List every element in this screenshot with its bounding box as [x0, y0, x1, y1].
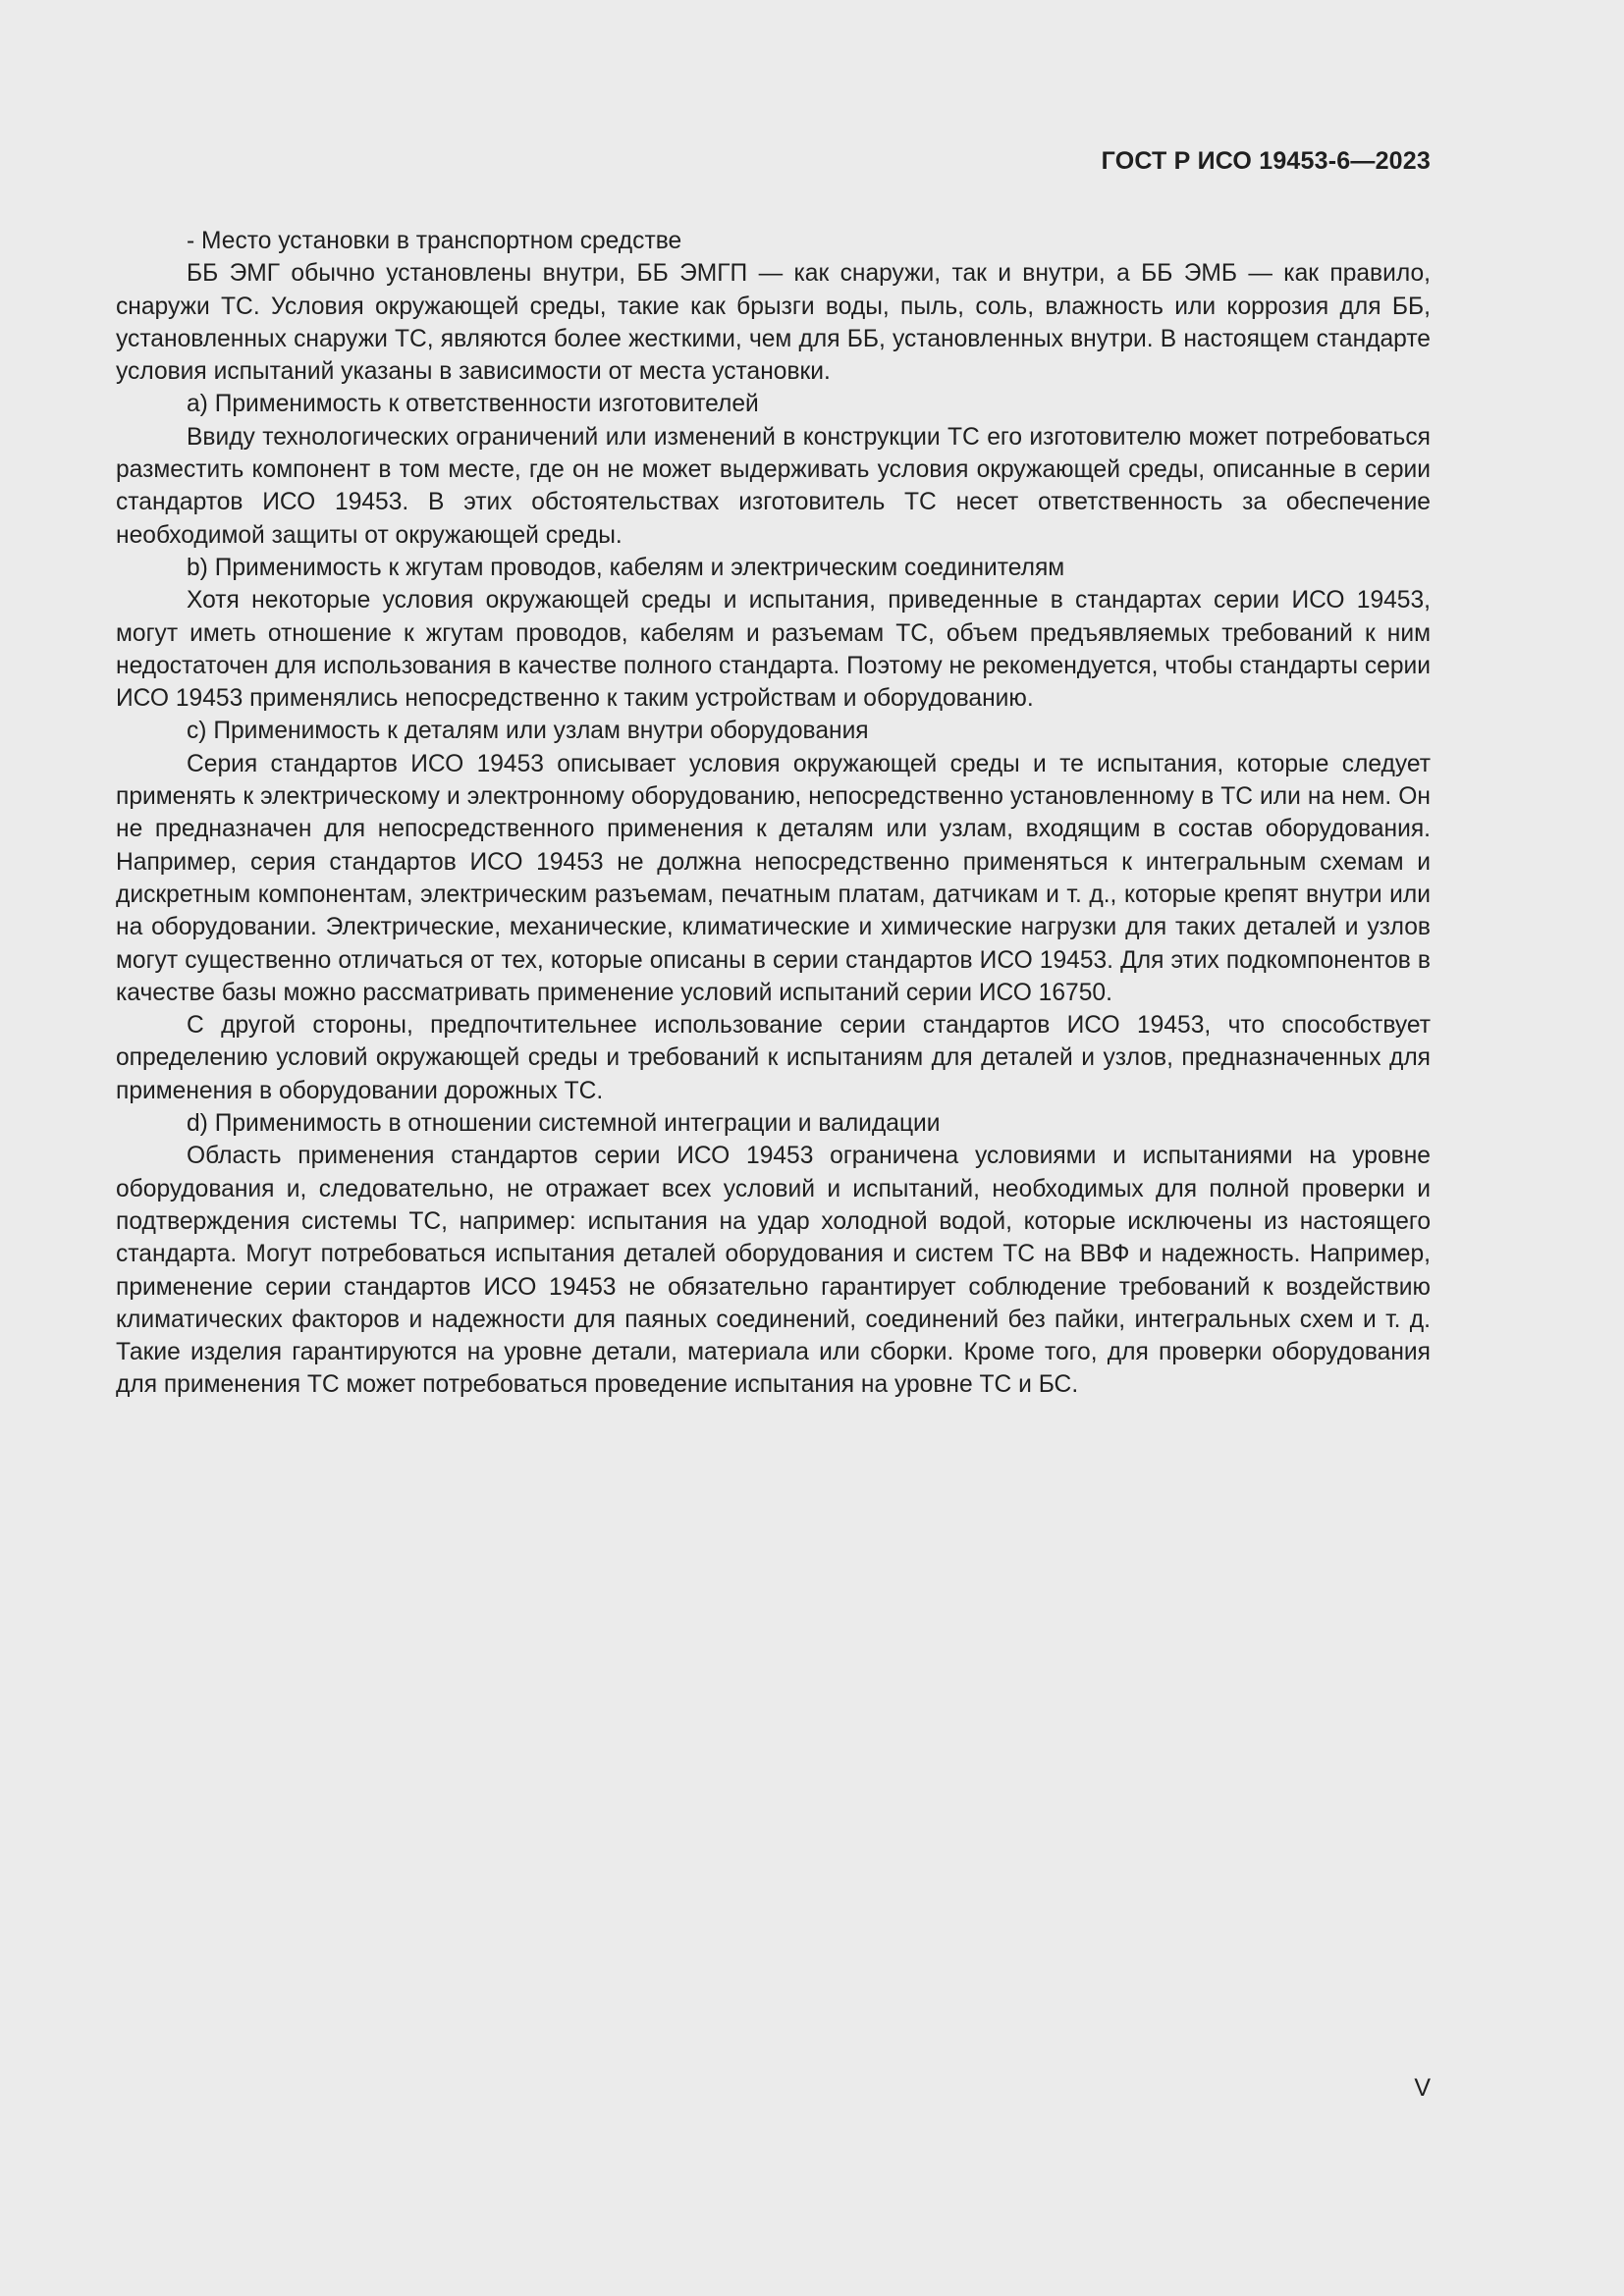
paragraph-d: Область применения стандартов серии ИСО 19453 ограничена условиями и испытаниями на уровне оборудования и, следовательно, не отражает всех условий и испытаний, необходимых для полной проверки и подтверждения системы ТС, например: испытания на удар холодной водой, которые исключены из настоящего стандарта. Могут потребоваться испытания деталей оборудования и систем ТС на ВВФ и надежность. Например, применение серии стандартов ИСО 19453 не обязательно гарантирует соблюдение требований к воздействию климатических факторов и надежности для паяных соединений, соединений без пайки, интегральных схем и т. д. Такие изделия гарантируются на уровне детали, материала или сборки. Кроме того, для проверки оборудования для применения ТС может потребоваться проведение испытания на уровне ТС и БС.	[116, 1143, 1431, 1399]
paragraph-a: Ввиду технологических ограничений или изменений в конструкции ТС его изготовителю может потребоваться разместить компонент в том месте, где он не может выдерживать условия окружающей среды, описанные в серии стандартов ИСО 19453. В этих обстоятельствах изготовитель ТС несет ответственность за обеспечение необходимой защиты от окружающей среды.	[116, 423, 1431, 549]
page-number: V	[1414, 2074, 1431, 2102]
paragraph-installation-location: ББ ЭМГ обычно установлены внутри, ББ ЭМГП — как снаружи, так и внутри, а ББ ЭМБ — как правило, снаружи ТС. Условия окружающей среды, такие как брызги воды, пыль, соль, влажность или коррозия для ББ, установленных снаружи ТС, являются более жесткими, чем для ББ, установленных внутри. В настоящем стандарте условия испытаний указаны в зависимости от места установки.	[116, 260, 1431, 386]
section-heading-c: c) Применимость к деталям или узлам внутри оборудования	[187, 718, 869, 745]
paragraph-b: Хотя некоторые условия окружающей среды и испытания, приведенные в стандартах серии ИСО 19453, могут иметь отношение к жгутам проводов, кабелям и разъемам ТС, объем предъявляемых требований к ним недостаточен для использования в качестве полного стандарта. Поэтому не рекомендуется, чтобы стандарты серии ИСО 19453 применялись непосредственно к таким устройствам и оборудованию.	[116, 587, 1431, 713]
section-heading-a: a) Применимость к ответственности изготовителей	[187, 391, 759, 418]
paragraph-c-1: Серия стандартов ИСО 19453 описывает условия окружающей среды и те испытания, которые следует применять к электрическому и электронному оборудованию, непосредственно установленному в ТС или на нем. Он не предназначен для непосредственного применения к деталям или узлам, входящим в состав оборудования. Например, серия стандартов ИСО 19453 не должна непосредственно применяться к интегральным схемам и дискретным компонентам, электрическим разъемам, печатным платам, датчикам и т. д., которые крепят внутри или на оборудовании. Электрические, механические, климатические и химические нагрузки для таких деталей и узлов могут существенно отличаться от тех, которые описаны в серии стандартов ИСО 19453. Для этих подкомпонентов в качестве базы можно рассматривать применение условий испытаний серии ИСО 16750.	[116, 750, 1431, 1006]
document-code-header: ГОСТ Р ИСО 19453-6—2023	[1101, 147, 1431, 175]
section-heading-d: d) Применимость в отношении системной интеграции и валидации	[187, 1110, 941, 1138]
section-heading-b: b) Применимость к жгутам проводов, кабелям и электрическим соединителям	[187, 554, 1065, 581]
section-heading-installation-location: - Место установки в транспортном средстве	[187, 228, 682, 254]
paragraph-c-2: С другой стороны, предпочтительнее использование серии стандартов ИСО 19453, что способствует определению условий окружающей среды и требований к испытаниям для деталей и узлов, предназначенных для применения в оборудовании дорожных ТС.	[116, 1012, 1431, 1104]
document-body	[116, 225, 1431, 1402]
